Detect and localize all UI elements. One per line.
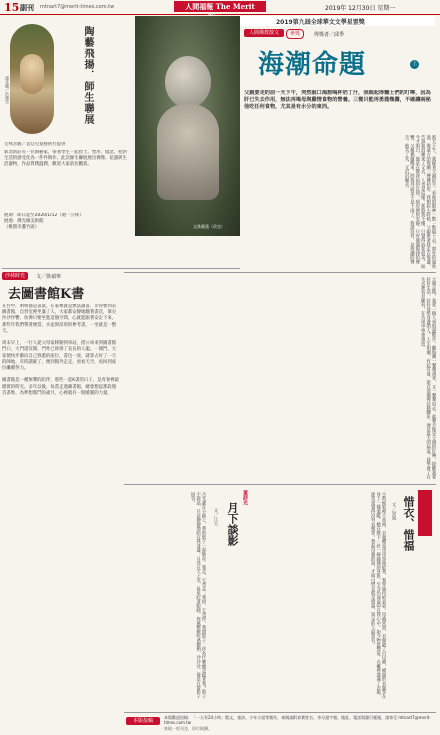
statue-caption: 文殊羅漢（改良） [193,224,225,229]
column2-title: 月下談影 [226,502,239,546]
exhibit-photo-caption: 蓮花圖／洪珊雪 [5,76,10,104]
footer-body: 本版歡迎投稿：「一天有24小時」散文、童詩、少年小說等創作，來稿請附真實姓名、身分證字號、地址、電話與銀行帳號，請寄至 mtnart7@merit-times.com.tw [164,715,431,725]
column-poem [124,488,264,708]
column1-title: 去圖書館K書 [8,287,85,302]
feature-category: 人間佛教散文 [244,29,284,37]
column2-body: 月光灑在小路上，我和影子一起散步。我走，它也走；我停，它也停。我問影子：你為什麼總是跟著我？影子不說話，只是靜靜地陪在我身邊。月亮在天上笑，星星眨著眼睛，夜風輕輕吹過樹梢，沙沙沙，像是在替影子回答。 [190,492,206,699]
column4-block [124,272,436,483]
issue-date: 2019年 12月30日 星期一 [325,5,396,12]
feature-kicker: 2019第九屆全球華文文學星雲獎 [276,19,365,26]
feature-part-badge: 上 [411,61,417,67]
masthead [0,0,440,15]
column1-series-tag: 沙林時光 [2,272,28,280]
feature-author: 得獎者／邱季 [314,32,345,38]
footer-tag: 本版投稿 [126,717,160,725]
column-library [2,272,122,712]
footer-submission [124,712,436,733]
column1-author: 文／徐禎寧 [36,274,62,280]
exhibit-block [2,16,132,266]
feature-body-block [244,135,436,270]
exhibit-info: 展期：即日起至2020/1/12（週一公休） 展地：佛光緣美術館 （桃園市蘆竹區） [4,213,84,231]
page-number: 15 [4,1,20,14]
column3-title: 惜衣、惜福 [402,496,415,551]
exhibit-title: 陶藝飛揚．師生聯展 [82,26,93,125]
section-name: 副刊 [20,4,34,12]
column4-text: 父親走後，我常一個人到海邊散步，聽海潮一聲聲湧來，又一聲聲退去。那聲音像是父親的叮嚀，提醒我要好好生活，好好珍惜身邊的人。人生如潮，有起有落，能在浪潮裡站穩腳步，便是最大的福氣。我學會了在失去裡看見擁有，在告別中學會感恩。 [420,277,436,480]
arhat-body-icon [157,104,219,200]
exhibit-caption: 文殊菩薩／袁廷兒童藝術社提供 [4,142,66,147]
exhibit-photo [10,24,54,134]
feature-title: 海潮命題 [258,50,367,80]
feature-award-badge: 參獎 [286,29,304,39]
statue-photo [135,16,240,236]
column2-series: 童詩光 [242,490,248,505]
newspaper-logo: 人間福報 The Merit [174,1,266,12]
feature-body-text: 那天下午，我握著父親的手，看他的眼神一點一點暗下去。窗外的風吹過，像遠方的海潮一聲聲拍岸。我想起小時候，父親牽著我走在海邊，告訴我浪潮來了又去，人也是這樣。那時我不懂，只覺得浪花很美。如今才明白，他是在教我如何告別。病房裡很安靜，只有儀器規律的聲響。父親偶爾醒來，問我外面是不是下雨了，我說沒有，是海潮的聲音。他笑了笑，又沉沉睡去。 [403,135,436,269]
footer-small: 來稿一經刊登，即付稿酬。 [164,726,212,731]
exhibit-body: 新北新莊有一位陶藝家，帶著學生一起捏土、塑形、燒窯，把對生活的感受化為一件件陶作。此次師生聯展展出佛像、花器與生活器物，作品質樸溫潤，歡迎大家前往觀賞。 [4,150,127,168]
divider-mid [124,484,436,485]
column2-author: 文／江天 [213,508,218,526]
arhat-head-icon [165,56,211,108]
editor-email: mtnart7@merit-times.com.tw [40,4,115,10]
column-cherish [268,488,436,708]
column3-body: 小時候家裡不富裕，衣服總是哥哥穿過給我，我穿過再給弟弟。母親常說，衣服破了可以補，補過的衣服穿在身上一樣溫暖。她在燈下一針一線縫補的身影，至今仍深深印在我心中。如今物質豐富，衣櫃裡塞滿了衣服，卻常常覺得沒有衣服穿。想起母親的話，才明白惜衣就是惜福，知足的人最富有。 [370,492,386,699]
feature-lead: 父親要走的前一天下午，突然說口渴想喝杯奶丁汁，我端起得醫士們的叮嚀，因為肝已失去作用，無法再喝母與雞情食物的營養。三餐只能再勇喬幾醬，不確讓兩秘他吃任何食物，尤其是有水分的東西。 [244,90,431,110]
feature-kicker-bar [240,16,435,26]
column1-body: 在台中，明明都是書桌，在家裡就是無法讀書，非得要到去圖書館，自習室裡坐滿了人，大家都安靜地翻著書頁，筆尖沙沙作響，彷彿只要坐進這個空間，心就能跟著安定下來。那些年我們帶著便當、水壺與厚厚的參考書，一坐就是一整天。 周末早上，一行人從父母家移動到車站，搭公車來到圖書館門口，大門還沒開，門外已經排了長長的人龍。一開門，大家便快步衝向自己熟悉的座位，書包一放，就算占好了一天的陣地。有時讀累了，便到館外走走，看看天空，再回到座位繼續努力。 圖書館是一種無聲的陪伴，那些一起K書的日子，是青春裡最踏實的時光。多年以後，每當走過圖書館，總會想起那段埋首書堆、為夢想奮鬥的歲月，心裡就有一股暖暖的力量。 [2,304,120,396]
column3-author: 文／梁鳳 [391,502,396,520]
column3-tag [418,490,432,536]
divider-top [2,268,240,269]
lotus-figure-icon [20,54,44,94]
